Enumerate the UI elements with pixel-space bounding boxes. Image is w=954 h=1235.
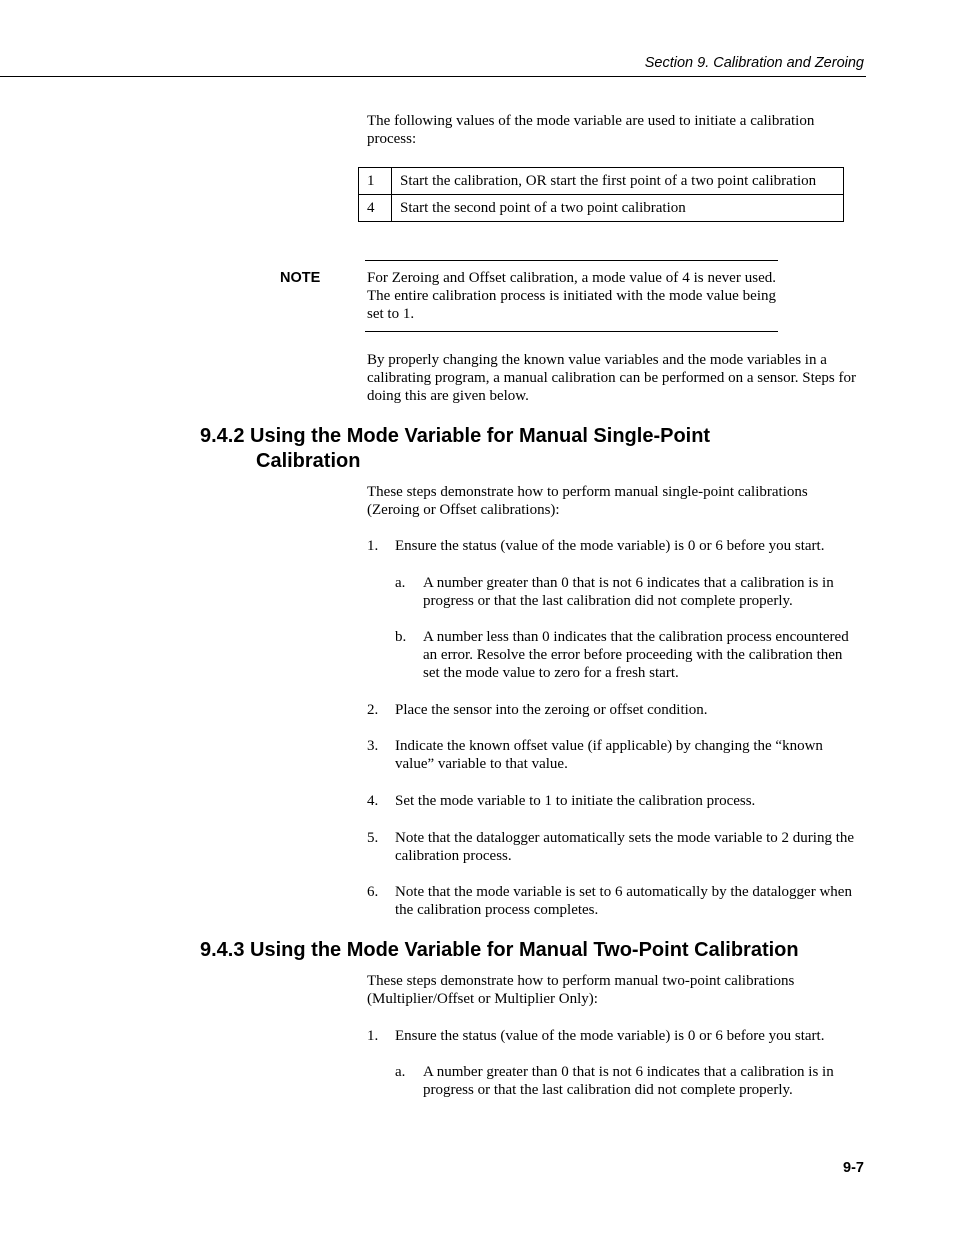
section-heading-9-4-3: 9.4.3 Using the Mode Variable for Manual Two-Point Calibration [200, 939, 799, 961]
list-item [367, 792, 862, 810]
page-number: 9-7 [843, 1160, 864, 1176]
note-label: NOTE [280, 270, 321, 286]
list-item [395, 574, 862, 610]
table-row [359, 195, 844, 222]
mode-description-cell: Start the calibration, OR start the first point of a two point calibration [392, 168, 844, 195]
list-marker: a. [395, 1064, 406, 1080]
list-item [367, 883, 862, 919]
list-text: Ensure the status (value of the mode variable) is 0 or 6 before you start. [395, 1028, 825, 1044]
list-marker: 3. [367, 738, 379, 754]
list-marker: 5. [367, 830, 379, 846]
list-text: A number greater than 0 that is not 6 indicates that a calibration is in progress or that the last calibration did not complete properly. [423, 1064, 834, 1098]
manual-calibration-paragraph: By properly changing the known value variables and the mode variables in a calibrating program, a manual calibration can be performed on a sensor. Steps for doing this are given below. [367, 352, 856, 404]
section-943-intro: These steps demonstrate how to perform manual two-point calibrations (Multiplier/Offset or Multiplier Only): [367, 973, 795, 1007]
list-marker: 1. [367, 538, 379, 554]
note-text: For Zeroing and Offset calibration, a mode value of 4 is never used. The entire calibration process is initiated with the mode value being set to 1. [367, 270, 776, 322]
section-heading-9-4-2 [200, 424, 840, 474]
list-marker: 1. [367, 1028, 379, 1044]
mode-values-table [358, 167, 844, 222]
heading-line: Calibration [256, 450, 361, 472]
mode-value-cell: 1 [359, 168, 392, 195]
list-text: Set the mode variable to 1 to initiate the calibration process. [395, 793, 756, 809]
list-text: A number greater than 0 that is not 6 indicates that a calibration is in progress or that the last calibration did not complete properly. [423, 575, 834, 609]
note-rule-top [365, 260, 778, 261]
list-text: Note that the datalogger automatically sets the mode variable to 2 during the calibration process. [395, 830, 855, 864]
intro-paragraph: The following values of the mode variable are used to initiate a calibration process: [367, 113, 815, 147]
list-item [367, 829, 862, 865]
list-text: Place the sensor into the zeroing or offset condition. [395, 702, 708, 718]
list-text: Indicate the known offset value (if applicable) by changing the “known value” variable to that value. [395, 738, 823, 772]
list-marker: 6. [367, 884, 379, 900]
list-text: Note that the mode variable is set to 6 automatically by the datalogger when the calibration process completes. [395, 884, 852, 918]
list-text: Ensure the status (value of the mode variable) is 0 or 6 before you start. [395, 538, 825, 554]
section-942-intro: These steps demonstrate how to perform manual single-point calibrations (Zeroing or Offset calibrations): [367, 484, 808, 518]
list-item [395, 1063, 862, 1099]
list-text: A number less than 0 indicates that the calibration process encountered an error. Resolve the error before proceeding with the calibration then set the mode value to zero for a fresh start. [423, 629, 849, 681]
list-item [367, 1027, 862, 1045]
mode-value-cell: 4 [359, 195, 392, 222]
running-header: Section 9. Calibration and Zeroing [644, 55, 864, 71]
note-rule-bottom [365, 331, 778, 332]
header-rule [0, 76, 866, 77]
list-marker: a. [395, 575, 406, 591]
table-row [359, 168, 844, 195]
list-marker: b. [395, 629, 407, 645]
heading-line: 9.4.2 Using the Mode Variable for Manual Single-Point [200, 425, 711, 447]
list-item [367, 737, 862, 773]
list-item [367, 701, 862, 719]
list-marker: 4. [367, 793, 379, 809]
list-item [395, 628, 862, 682]
list-marker: 2. [367, 702, 379, 718]
list-item [367, 537, 862, 555]
mode-description-cell: Start the second point of a two point calibration [392, 195, 844, 222]
